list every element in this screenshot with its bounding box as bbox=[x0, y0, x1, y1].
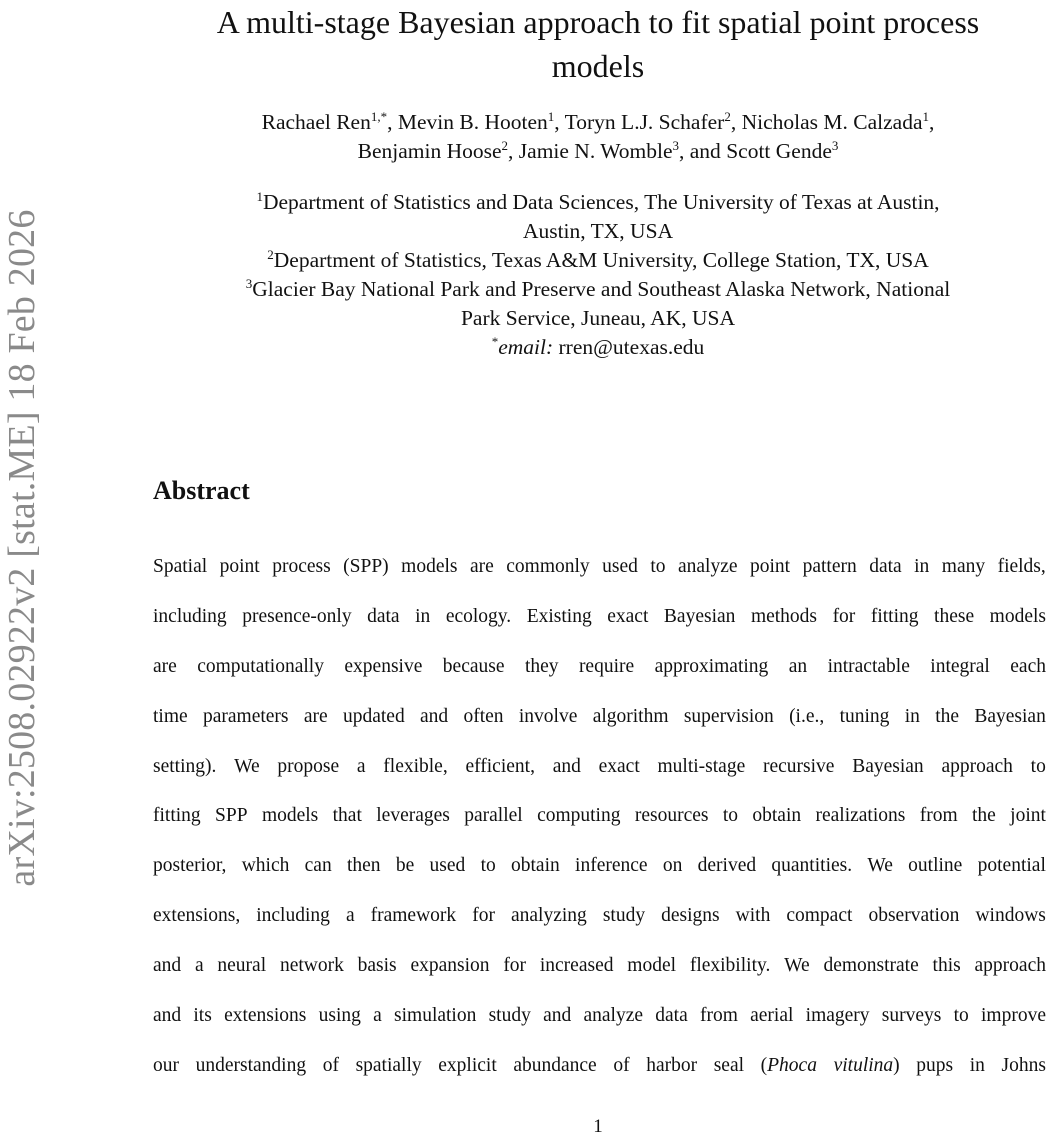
abstract-line-last: our understanding of spatially explicit abundance of harbor seal (Phoca vitulina) pups in Johns bbox=[153, 1054, 1046, 1076]
affil-sup: 2 bbox=[267, 247, 274, 262]
paper-title bbox=[150, 0, 1046, 88]
affiliation-2 bbox=[150, 246, 1046, 275]
affiliation-3 bbox=[150, 275, 1046, 304]
author-sep: , bbox=[387, 110, 398, 134]
author-sep: , bbox=[929, 110, 935, 134]
affiliation-3-cont: Park Service, Juneau, AK, USA bbox=[460, 306, 736, 330]
author-name: Toryn L.J. Schafer bbox=[564, 110, 725, 134]
author-name: Rachael Ren bbox=[261, 110, 371, 134]
affiliation-1 bbox=[150, 188, 1046, 217]
author-name: Mevin B. Hooten bbox=[397, 110, 548, 134]
author-affil-sup: 1 bbox=[547, 109, 555, 124]
author-name: Nicholas M. Calzada bbox=[741, 110, 923, 134]
author-sep: , and bbox=[679, 139, 727, 163]
affil-sup: 1 bbox=[256, 189, 263, 204]
email-label: email: bbox=[498, 335, 554, 359]
affil-text: Department of Statistics and Data Sciences, The University of Texas at Austin, bbox=[262, 190, 940, 214]
abstract-line: and a neural network basis expansion for increased model flexibility. We demonstrate this approach bbox=[153, 955, 1046, 977]
author-name: Scott Gende bbox=[726, 139, 832, 163]
abstract-body bbox=[153, 550, 1046, 1099]
author-affil-sup: 3 bbox=[831, 138, 839, 153]
abstract-line: extensions, including a framework for analyzing study designs with compact observation windows bbox=[153, 905, 1046, 927]
abstract-line: posterior, which can then be used to obtain inference on derived quantities. We outline potential bbox=[153, 855, 1046, 877]
affiliation-1-cont: Austin, TX, USA bbox=[522, 219, 674, 243]
author-affil-sup: 2 bbox=[724, 109, 731, 124]
abstract-line: and its extensions using a simulation study and analyze data from aerial imagery surveys to improve bbox=[153, 1005, 1046, 1027]
affiliation-list bbox=[150, 188, 1046, 362]
author-name: Benjamin Hoose bbox=[357, 139, 502, 163]
author-sep: , bbox=[508, 139, 519, 163]
abstract-line: including presence-only data in ecology. Existing exact Bayesian methods for fitting these models bbox=[153, 605, 1046, 627]
abstract-line: Spatial point process (SPP) models are commonly used to analyze point pattern data in many fields, bbox=[153, 556, 1046, 577]
author-affil-sup: 1 bbox=[922, 109, 929, 124]
arxiv-stamp bbox=[0, 168, 44, 928]
affil-text: Glacier Bay National Park and Preserve and Southeast Alaska Network, National bbox=[252, 277, 951, 301]
page-number: 1 bbox=[593, 1116, 603, 1137]
author-sep: , bbox=[730, 110, 742, 134]
author-affil-sup: 1,* bbox=[370, 109, 388, 124]
author-list bbox=[150, 108, 1046, 166]
title-line-1: A multi-stage Bayesian approach to fit spatial point process bbox=[216, 4, 980, 40]
abstract-line: time parameters are updated and often involve algorithm supervision (i.e., tuning in the Bayesian bbox=[153, 705, 1046, 727]
abstract-line: fitting SPP models that leverages parallel computing resources to obtain realizations from the joint bbox=[153, 805, 1046, 827]
author-affil-sup: 2 bbox=[501, 138, 509, 153]
corresponding-email bbox=[150, 333, 1046, 362]
abstract-line: setting). We propose a flexible, efficient, and exact multi-stage recursive Bayesian approach to bbox=[153, 755, 1046, 777]
title-line-2: models bbox=[551, 48, 645, 84]
email-address[interactable]: rren@utexas.edu bbox=[558, 335, 705, 359]
author-name: Jamie N. Womble bbox=[518, 139, 673, 163]
abstract-line: are computationally expensive because they require approximating an intractable integral each bbox=[153, 655, 1046, 677]
arxiv-identifier: arXiv:2508.02922v2 [stat.ME] 18 Feb 2026 bbox=[1, 209, 43, 887]
affil-sup: 3 bbox=[245, 276, 253, 291]
author-sep: , bbox=[554, 110, 565, 134]
abstract-heading: Abstract bbox=[153, 476, 250, 505]
contact-sup: * bbox=[491, 334, 499, 349]
affil-text: Department of Statistics, Texas A&M University, College Station, TX, USA bbox=[273, 248, 929, 272]
author-affil-sup: 3 bbox=[672, 138, 680, 153]
